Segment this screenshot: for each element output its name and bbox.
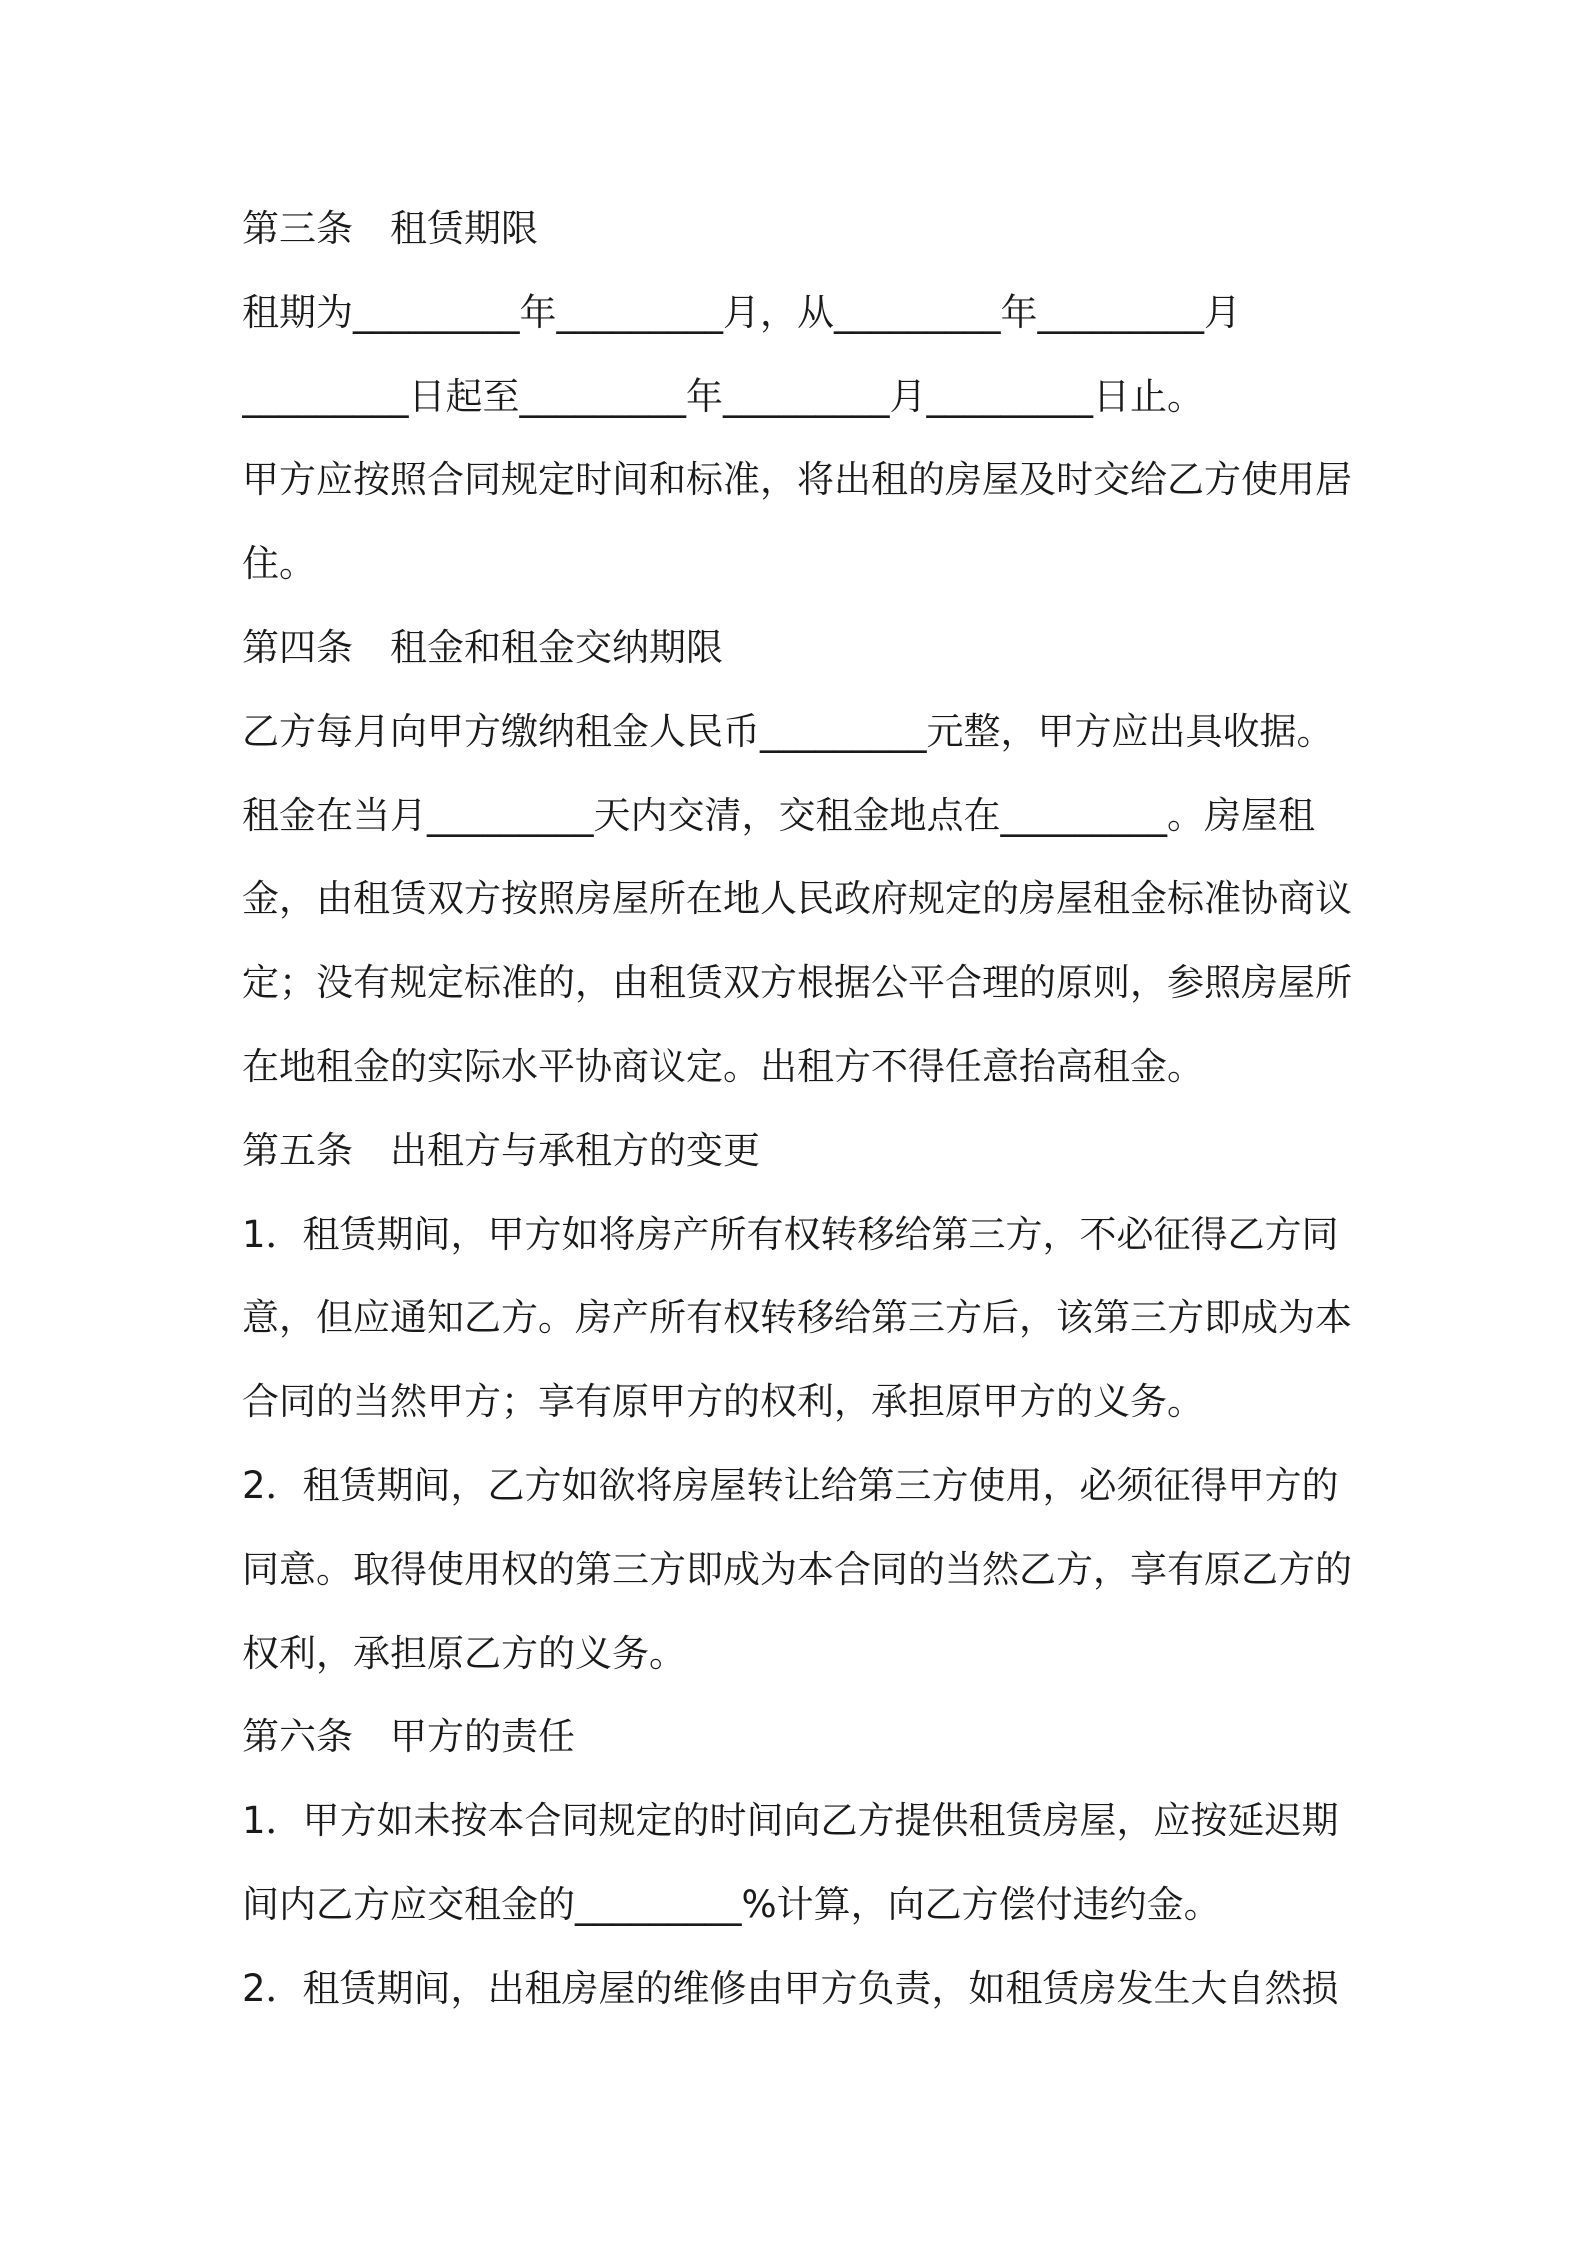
text-line: 合同的当然甲方；享有原甲方的权利，承担原甲方的义务。 (242, 1380, 1204, 1423)
text-line: _________日起至_________年_________月_________日止。 (242, 375, 1204, 418)
text-line: 1．甲方如未按本合同规定的时间向乙方提供租赁房屋，应按延迟期 (242, 1799, 1339, 1842)
text-line: 权利，承担原乙方的义务。 (242, 1632, 686, 1675)
text-line: 租期为_________年_________月，从_________年_________月 (242, 291, 1241, 334)
text-line: 定；没有规定标准的，由租赁双方根据公平合理的原则，参照房屋所 (242, 961, 1352, 1004)
text-line: 间内乙方应交租金的_________%计算，向乙方偿付违约金。 (242, 1883, 1221, 1926)
text-line: 同意。取得使用权的第三方即成为本合同的当然乙方，享有原乙方的 (242, 1548, 1352, 1591)
text-line: 甲方应按照合同规定时间和标准，将出租的房屋及时交给乙方使用居 (242, 458, 1352, 501)
text-line: 意，但应通知乙方。房产所有权转移给第三方后，该第三方即成为本 (242, 1296, 1352, 1339)
article-5-heading: 第五条 出租方与承租方的变更 (242, 1129, 760, 1172)
text-line: 住。 (242, 542, 316, 585)
article-3-heading: 第三条 租赁期限 (242, 207, 538, 250)
text-line: 1．租赁期间，甲方如将房产所有权转移给第三方，不必征得乙方同 (242, 1213, 1339, 1256)
text-line: 乙方每月向甲方缴纳租金人民币_________元整，甲方应出具收据。 (242, 710, 1334, 753)
text-line: 在地租金的实际水平协商议定。出租方不得任意抬高租金。 (242, 1045, 1204, 1088)
text-line: 租金在当月_________天内交清，交租金地点在_________。房屋租 (242, 794, 1315, 837)
text-line: 金，由租赁双方按照房屋所在地人民政府规定的房屋租金标准协商议 (242, 877, 1352, 920)
article-6-heading: 第六条 甲方的责任 (242, 1715, 575, 1758)
article-4-heading: 第四条 租金和租金交纳期限 (242, 626, 723, 669)
text-line: 2．租赁期间，乙方如欲将房屋转让给第三方使用，必须征得甲方的 (242, 1464, 1339, 1507)
text-line: 2．租赁期间，出租房屋的维修由甲方负责，如租赁房发生大自然损 (242, 1967, 1339, 2010)
